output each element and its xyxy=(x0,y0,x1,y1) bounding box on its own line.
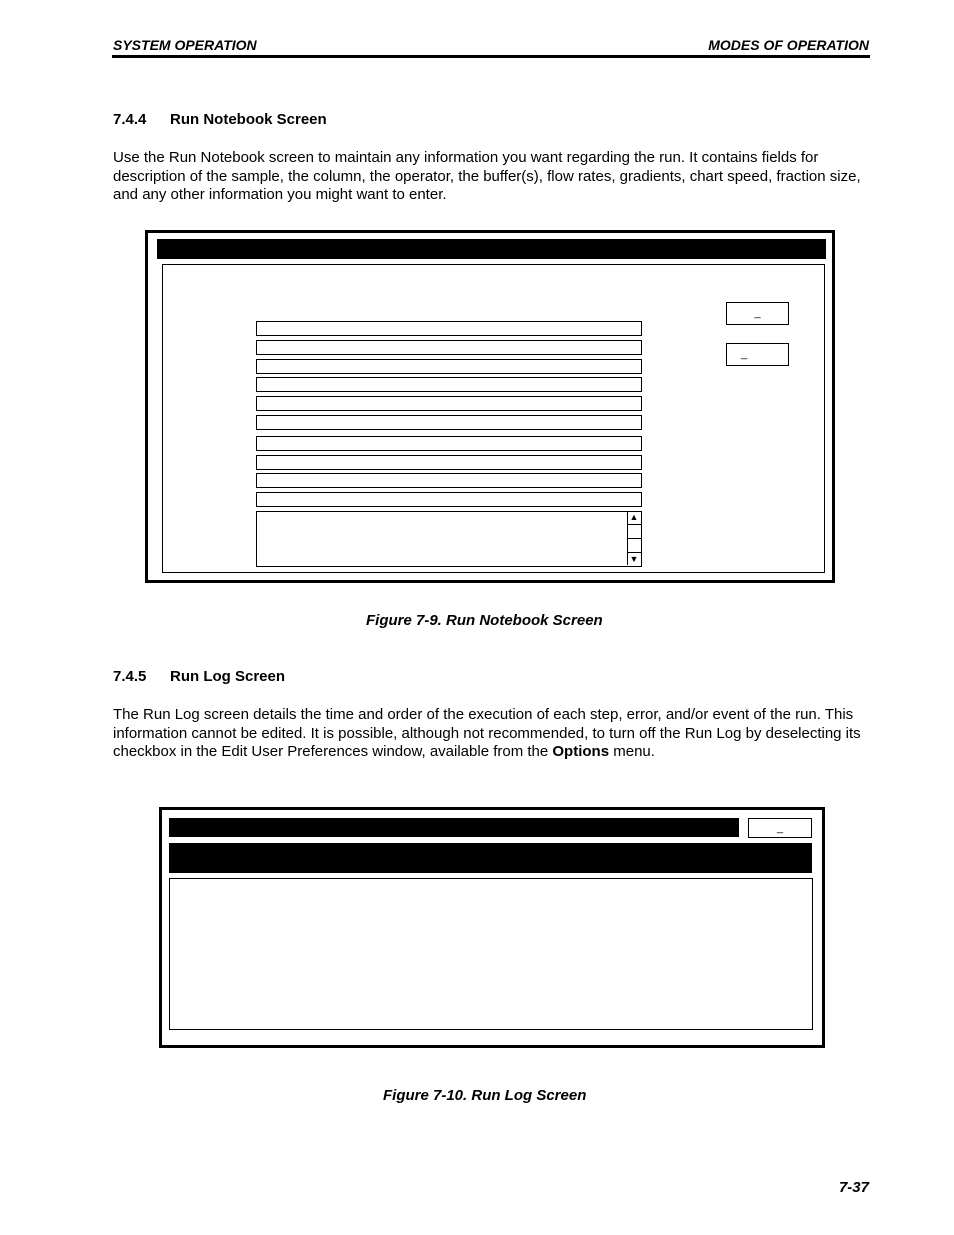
section-heading-run-notebook xyxy=(113,111,327,128)
figure-caption-7-10: Figure 7-10. Run Log Screen xyxy=(383,1087,587,1104)
header-rule xyxy=(112,55,870,58)
window-title-bar xyxy=(169,818,739,837)
paragraph-text: The Run Log screen details the time and order of the execution of each step, error, and/or event of the run. This information cannot be edited. It is possible, although not recommended, to turn off the Run Log by deselecting its checkbox in the Edit User Preferences window, available from the xyxy=(113,706,861,760)
notebook-field-5[interactable] xyxy=(256,396,642,411)
section-number: 7.4.4 xyxy=(113,111,147,128)
section-heading-run-log xyxy=(113,668,285,685)
scroll-down-arrow-icon[interactable]: ▼ xyxy=(627,552,641,566)
running-header-right: MODES OF OPERATION xyxy=(708,37,869,53)
figure-caption-7-9: Figure 7-9. Run Notebook Screen xyxy=(366,612,603,629)
scrollbar-track[interactable] xyxy=(627,538,641,552)
notebook-field-1[interactable] xyxy=(256,321,642,336)
running-header-left: SYSTEM OPERATION xyxy=(113,37,257,53)
scroll-up-arrow-icon[interactable]: ▲ xyxy=(627,511,641,525)
notes-textarea[interactable] xyxy=(256,511,642,567)
small-field-1[interactable]: _ xyxy=(726,302,789,325)
notebook-field-9[interactable] xyxy=(256,473,642,488)
page-number: 7-37 xyxy=(838,1179,869,1196)
run-log-panel xyxy=(169,878,813,1030)
options-menu-reference: Options xyxy=(552,743,610,760)
window-title-bar xyxy=(157,239,826,259)
paragraph-run-log xyxy=(113,706,873,762)
column-header-bar xyxy=(169,843,812,873)
small-field-2[interactable]: _ xyxy=(726,343,789,366)
notebook-field-4[interactable] xyxy=(256,377,642,392)
notebook-field-8[interactable] xyxy=(256,455,642,470)
notebook-field-2[interactable] xyxy=(256,340,642,355)
notebook-field-6[interactable] xyxy=(256,415,642,430)
section-number: 7.4.5 xyxy=(113,668,147,685)
notebook-field-10[interactable] xyxy=(256,492,642,507)
section-title: Run Notebook Screen xyxy=(170,111,327,128)
notebook-field-7[interactable] xyxy=(256,436,642,451)
notebook-field-3[interactable] xyxy=(256,359,642,374)
paragraph-run-notebook: Use the Run Notebook screen to maintain any information you want regarding the run. It contains fields for description of the sample, the column, the operator, the buffer(s), flow rates, gradients, chart speed, fraction size, and any other information you might want to enter. xyxy=(113,149,861,203)
small-field[interactable]: _ xyxy=(748,818,812,838)
section-title: Run Log Screen xyxy=(170,668,286,685)
paragraph-text-end: menu. xyxy=(609,743,655,760)
